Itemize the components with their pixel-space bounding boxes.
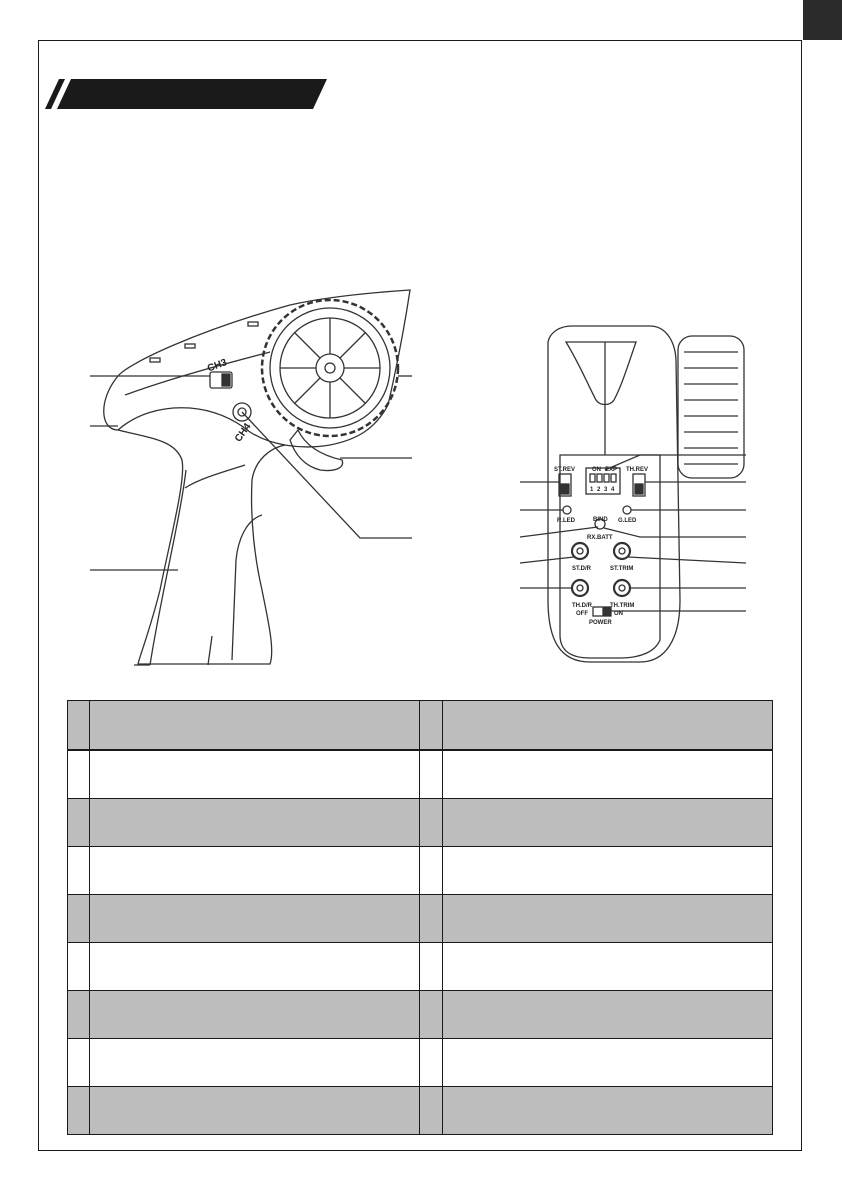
power-on-label: ON [614,611,623,617]
table-header-row [68,701,773,751]
table-cell [442,895,772,943]
table-cell [420,895,442,943]
table-cell [68,943,90,991]
header-cell [420,701,442,751]
table-cell [442,991,772,1039]
header-cell [90,701,420,751]
table-cell [90,1039,420,1087]
table-cell [90,1087,420,1135]
table-cell [420,799,442,847]
g-led-label: G.LED [618,518,637,524]
table-cell [442,1039,772,1087]
power-off-label: OFF [576,611,588,617]
table-cell [442,943,772,991]
table-cell [420,943,442,991]
table-cell [90,991,420,1039]
table-cell [68,991,90,1039]
table-cell [420,750,442,799]
table-row [68,991,773,1039]
table-row [68,1087,773,1135]
table-cell [442,750,772,799]
rx-batt-label: RX.BATT [587,535,613,541]
st-trim-label: ST.TRIM [610,566,634,572]
table-cell [420,1039,442,1087]
dip-number-4: 4 [611,487,615,493]
section-title-banner [45,79,327,109]
table-row [68,895,773,943]
table-cell [68,750,90,799]
dip-on-label: ON [592,467,601,473]
page-tab [803,0,842,40]
table-row [68,943,773,991]
table-cell [90,799,420,847]
table-cell [442,1087,772,1135]
table-cell [420,847,442,895]
table-row [68,1039,773,1087]
table-cell [90,750,420,799]
dip-number-1: 1 [590,487,594,493]
table-row [68,847,773,895]
table-cell [68,1087,90,1135]
table-cell [68,847,90,895]
table-cell [68,799,90,847]
parts-table [67,700,773,1135]
table-cell [68,895,90,943]
table-cell [90,943,420,991]
table-row [68,750,773,799]
dip-number-3: 3 [604,487,608,493]
table-row [68,799,773,847]
st-dr-label: ST.D/R [572,566,592,572]
dip-exp-label: EXP [605,467,618,473]
table-cell [68,1039,90,1087]
table-cell [420,991,442,1039]
table-cell [420,1087,442,1135]
table-cell [442,799,772,847]
header-cell [68,701,90,751]
ch3-label: CH3 [205,357,229,375]
th-dr-label: TH.D/R [572,603,592,609]
ch4-label: CH4 [232,421,254,445]
st-rev-label: ST.REV [554,467,576,473]
header-cell [442,701,772,751]
table-cell [90,847,420,895]
power-label: POWER [589,620,612,626]
r-led-label: R.LED [557,518,575,524]
bind-label: BIND [593,517,608,523]
table-cell [442,847,772,895]
dip-number-2: 2 [597,487,601,493]
table-cell [90,895,420,943]
th-rev-label: TH.REV [626,467,649,473]
th-trim-label: TH.TRIM [610,603,635,609]
